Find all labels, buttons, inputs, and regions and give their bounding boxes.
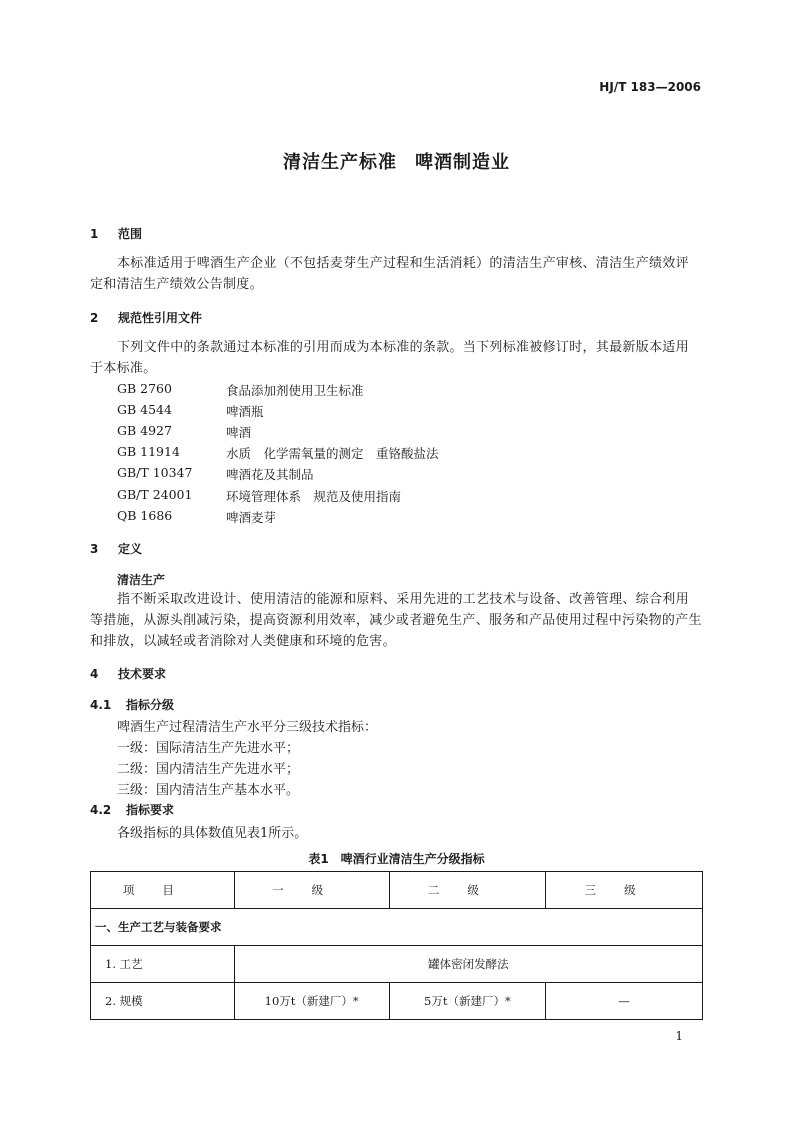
subsection-4-2-text: 各级指标的具体数值见表1所示。	[117, 826, 308, 841]
level-1-cell: 10万t（新建厂）*	[234, 983, 389, 1020]
subsection-title: 指标要求	[126, 803, 175, 817]
reference-name: 啤酒麦芽	[226, 510, 277, 525]
value-cell: 罐体密闭发酵法	[234, 946, 702, 983]
indicator-table	[90, 871, 703, 1020]
reference-name: 水质 化学需氧量的测定 重铬酸盐法	[226, 446, 439, 461]
reference-code: GB 2760	[117, 381, 172, 396]
reference-name: 啤酒瓶	[226, 404, 264, 419]
section-number: 2	[90, 311, 99, 325]
section-3-heading	[90, 540, 142, 557]
subsection-4-2-heading	[90, 801, 174, 818]
reference-name: 环境管理体系 规范及使用指南	[226, 489, 402, 504]
section-cell: 一、生产工艺与装备要求	[91, 909, 703, 946]
section-2-text: 下列文件中的条款通过本标准的引用而成为本标准的条款。当下列标准被修订时，其最新版本适用于本标准。	[90, 340, 689, 376]
standard-code-header: HJ/T 183—2006	[599, 80, 701, 94]
definition-text: 指不断采取改进设计、使用清洁的能源和原料、采用先进的工艺技术与设备、改善管理、综合利用等措施，从源头削减污染，提高资源利用效率，减少或者避免生产、服务和产品使用过程中污染物的产生和排放，以减轻或者消除对人类健康和环境的危害。	[90, 592, 702, 649]
reference-code: GB 4544	[117, 402, 172, 417]
table-title: 啤酒行业清洁生产分级指标	[340, 852, 485, 866]
reference-name: 啤酒花及其制品	[226, 467, 314, 482]
section-title: 定义	[118, 542, 143, 556]
title-part-2: 啤酒制造业	[415, 152, 510, 173]
item-cell: 2. 规模	[91, 983, 235, 1020]
item-cell: 1. 工艺	[91, 946, 235, 983]
section-4-heading	[90, 665, 166, 682]
section-1-heading	[90, 225, 142, 242]
subsection-number: 4.1	[90, 698, 112, 712]
title-part-1: 清洁生产标准	[283, 152, 397, 173]
level-3-cell: —	[546, 983, 703, 1020]
grading-level-2: 二级：国内清洁生产先进水平；	[117, 762, 300, 777]
grading-level-3: 三级：国内清洁生产基本水平。	[117, 783, 300, 798]
section-1-text: 本标准适用于啤酒生产企业（不包括麦芽生产过程和生活消耗）的清洁生产审核、清洁生产绩效评定和清洁生产绩效公告制度。	[90, 256, 689, 292]
header-level-3: 三级	[546, 872, 703, 909]
header-item: 项目	[91, 872, 235, 909]
grading-level-1: 一级：国际清洁生产先进水平；	[117, 741, 300, 756]
reference-code: GB/T 10347	[117, 465, 193, 480]
table-section-row	[91, 909, 703, 946]
section-2-heading	[90, 309, 202, 326]
section-title: 技术要求	[118, 667, 167, 681]
reference-code: GB/T 24001	[117, 487, 193, 502]
page-number: 1	[675, 1029, 683, 1043]
section-title: 规范性引用文件	[118, 311, 203, 325]
section-number: 1	[90, 227, 99, 241]
grading-intro: 啤酒生产过程清洁生产水平分三级技术指标：	[117, 720, 378, 735]
reference-code: GB 4927	[117, 423, 172, 438]
reference-name: 食品添加剂使用卫生标准	[226, 383, 364, 398]
document-title	[0, 148, 793, 174]
header-level-2: 二级	[389, 872, 546, 909]
reference-code: QB 1686	[117, 508, 173, 523]
table-row	[91, 946, 703, 983]
table-caption	[0, 850, 793, 867]
section-number: 3	[90, 542, 99, 556]
section-number: 4	[90, 667, 99, 681]
reference-code: GB 11914	[117, 444, 180, 459]
subsection-number: 4.2	[90, 803, 112, 817]
section-title: 范围	[118, 227, 143, 241]
header-level-1: 一级	[234, 872, 389, 909]
subsection-title: 指标分级	[126, 698, 175, 712]
table-number: 表1	[308, 852, 329, 866]
table-header-row	[91, 872, 703, 909]
level-2-cell: 5万t（新建厂）*	[389, 983, 546, 1020]
table-row	[91, 983, 703, 1020]
defined-term: 清洁生产	[117, 573, 166, 587]
reference-name: 啤酒	[226, 425, 252, 440]
subsection-4-1-heading	[90, 696, 174, 713]
